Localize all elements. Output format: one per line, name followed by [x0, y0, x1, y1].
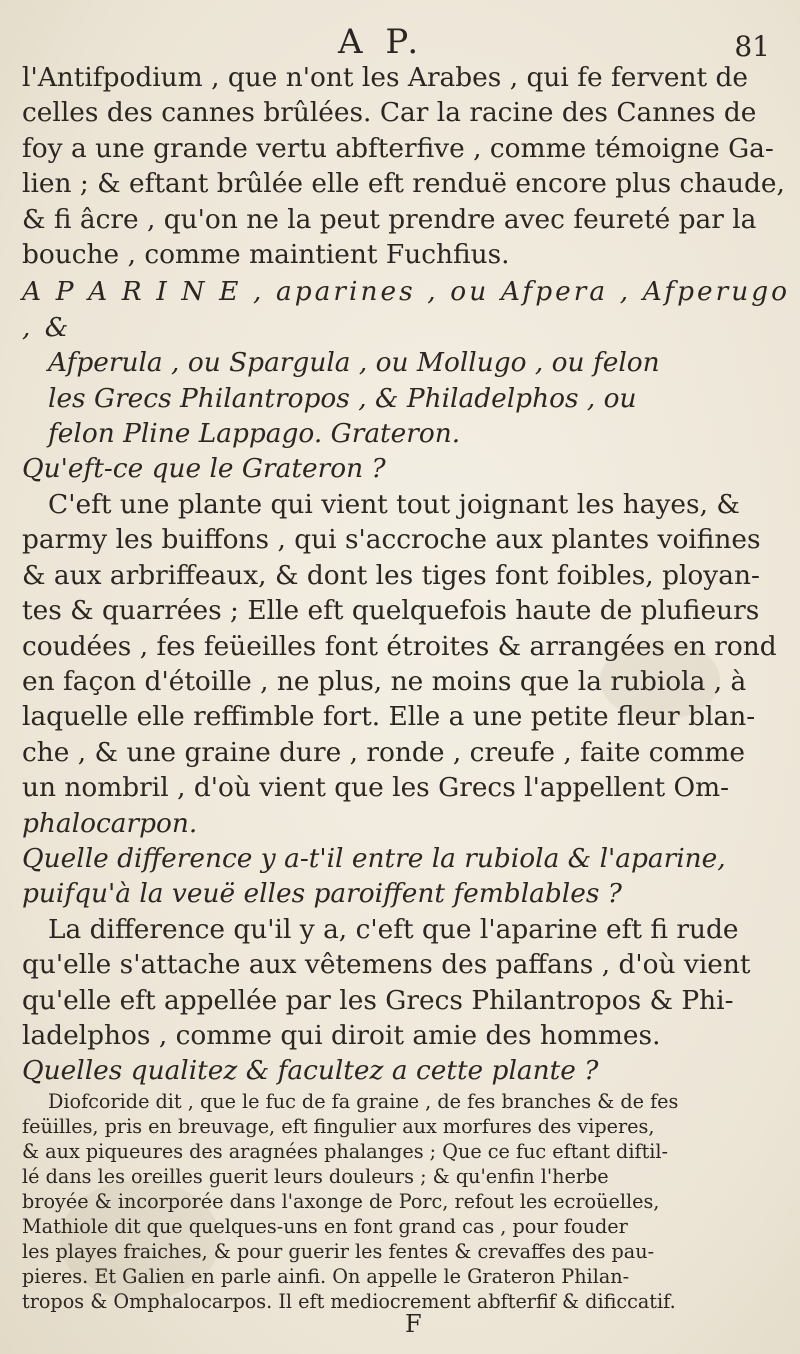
text-line: foy a une grande vertu abfterfive , comme témoigne Ga-	[22, 132, 774, 164]
text-line: l'Antifpodium , que n'ont les Arabes , qui fe fervent de	[22, 62, 749, 93]
small-line: tropos & Omphalocarpos. Il eft mediocrement abfterfif & dificcatif.	[22, 1289, 676, 1313]
page-header	[0, 22, 800, 62]
question-line: Quelle difference y a-t'il entre la rubiola & l'aparine,	[22, 842, 726, 874]
text-line: & aux arbriffeaux, & dont les tiges font foibles, ployan-	[22, 559, 760, 591]
text-line: qu'elle s'attache aux vêtemens des paffans , d'où vient	[22, 949, 751, 981]
text-line: laquelle elle reffimble fort. Elle a une petite fleur blan-	[22, 701, 756, 733]
page-number: 81	[734, 30, 770, 63]
small-line: lé dans les oreilles guerit leurs douleurs ; & qu'enfin l'herbe	[22, 1164, 609, 1188]
text-line: tes & quarrées ; Elle eft quelquefois haute de plufieurs	[22, 595, 760, 627]
text-line: parmy les buiffons , qui s'accroche aux plantes voifines	[22, 524, 761, 556]
small-line: feüilles, pris en breuvage, eft fingulier aux morfures des viperes,	[22, 1114, 655, 1138]
entry-line: Afperula , ou Spargula , ou Mollugo , ou felon	[48, 347, 660, 379]
paragraph-antispodium	[22, 60, 790, 272]
question-difference	[22, 841, 790, 912]
text-line: un nombril , d'où vient que les Grecs l'appellent Om-	[22, 772, 730, 804]
text-line: phalocarpon.	[22, 807, 198, 839]
text-line: ladelphos , comme qui diroit amie des hommes.	[22, 1019, 661, 1051]
small-line: Mathiole dit que quelques-uns en font grand cas , pour fouder	[22, 1214, 628, 1238]
text-line: La difference qu'il y a, c'eft que l'aparine eft fi rude	[48, 913, 739, 945]
text-line: & fi âcre , qu'on ne la peut prendre avec feureté par la	[22, 203, 757, 235]
text-line: C'eft une plante qui vient tout joignant les hayes, &	[48, 488, 740, 520]
text-line: lien ; & eftant brûlée elle eft renduë encore plus chaude,	[22, 168, 785, 200]
entry-line: les Grecs Philantropos , & Philadelphos , ou	[48, 382, 637, 414]
answer-grateron	[22, 487, 790, 841]
small-line: broyée & incorporée dans l'axonge de Porc, refout les ecroüelles,	[22, 1189, 660, 1213]
text-line: che , & une graine dure , ronde , creufe , faite comme	[22, 736, 746, 768]
text-line: coudées , fes feüeilles font étroites & arrangées en rond	[22, 630, 777, 662]
entry-line: felon Pline Lappago. Grateron.	[48, 418, 461, 450]
body-text	[22, 60, 790, 1314]
text-line: en façon d'étoille , ne plus, ne moins que la rubiola , à	[22, 665, 747, 697]
small-line: & aux piqueures des aragnées phalanges ; Que ce fuc eftant diftil-	[22, 1139, 669, 1163]
text-line: bouche , comme maintient Fuchfius.	[22, 239, 510, 271]
text-line: qu'elle eft appellée par les Grecs Philantropos & Phi-	[22, 984, 734, 1016]
small-line: Diofcoride dit , que le fuc de fa graine , de fes branches & de fes	[48, 1089, 679, 1113]
running-head: A P.	[338, 22, 425, 62]
entry-line: A P A R I N E , aparines , ou Afpera , Afperugo , &	[22, 276, 790, 343]
answer-difference	[22, 912, 790, 1054]
answer-qualities	[22, 1089, 790, 1314]
small-line: les playes fraiches, & pour guerir les fentes & crevaffes des pau-	[22, 1239, 655, 1263]
small-line: pieres. Et Galien en parle ainfi. On appelle le Grateron Philan-	[22, 1264, 630, 1288]
question-grateron: Qu'eft-ce que le Grateron ?	[22, 453, 386, 485]
text-line: celles des cannes brûlées. Car la racine des Cannes de	[22, 97, 757, 129]
entry-aparine	[22, 274, 790, 451]
signature-mark: F	[405, 1310, 422, 1338]
question-line: puifqu'à la veuë elles paroiffent femblables ?	[22, 878, 622, 910]
question-qualities: Quelles qualitez & facultez a cette plante ?	[22, 1055, 599, 1087]
